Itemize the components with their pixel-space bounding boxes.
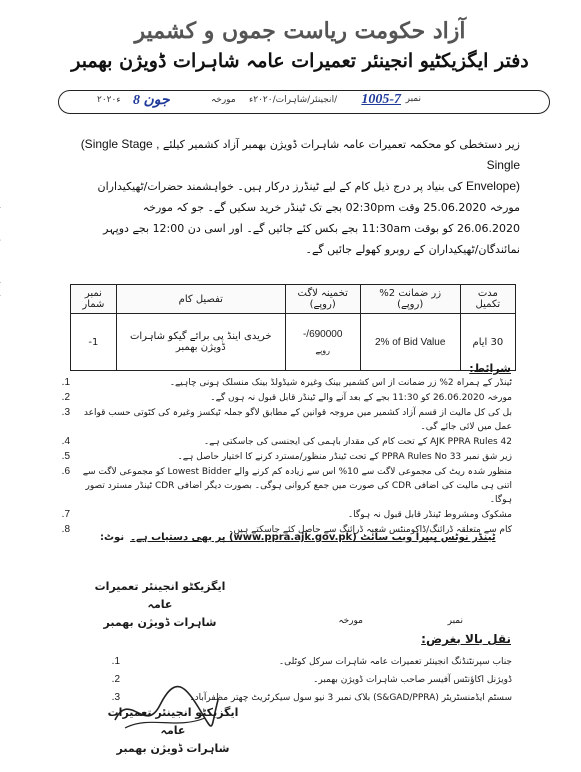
signature-block-1 <box>90 578 230 632</box>
note <box>100 532 520 543</box>
endorsement-title: نقل بالا بغرض: <box>421 632 511 646</box>
body-line-2 <box>60 176 520 197</box>
condition-number: 2. <box>61 392 70 403</box>
conditions-list <box>40 376 520 538</box>
dated-value: 8 جون <box>133 93 170 108</box>
endorsement-number: 3. <box>111 692 120 703</box>
condition-item <box>40 465 520 507</box>
condition-text: کام سے متعلقہ ڈرائنگ/ڈاکومنٹس شعبہ ڈرائنگ سے حاصل کئے جاسکتے ہیں۔ <box>228 525 512 535</box>
reference-box <box>58 90 550 114</box>
endorse-dated-label: مورخہ <box>338 616 363 626</box>
condition-number: 4. <box>61 436 70 447</box>
table-row <box>71 314 516 371</box>
note-text: ٹینڈر نوٹس پیپرا ویب سائٹ (www.ppra.ajk.gov.pk) پر بھی دستیاب ہے۔ <box>130 532 496 543</box>
row-period: 30 ایام <box>460 314 515 371</box>
signature-block-2 <box>98 704 248 758</box>
body-line-4: 26.06.2020 کو بوقت 11:30am بجے بکس کئے جائیں گے۔ اور اسی دن 12:00 بجے دوپہر <box>103 222 520 235</box>
conditions-title: شرائط: <box>469 362 511 375</box>
condition-number: 6. <box>61 466 70 477</box>
condition-item <box>40 450 520 464</box>
signature-office: شاہرات ڈویژن بھمبر <box>103 616 217 629</box>
header-period: مدت تکمیل <box>460 285 515 314</box>
header-description: تفصیل کام <box>116 285 285 314</box>
body-text-2: کی بنیاد پر درج ذیل کام کے لیے ٹینڈرز درکار ہیں۔ خواہشمند حضرات/ٹھیکیداران <box>97 180 463 193</box>
condition-text: بل کی کل مالیت از قسم آزاد کشمیر میں مروجہ قوانین کے مطابق لاگو جملہ ٹیکسز وغیرہ کی کٹوتی حسب قواعد عمل میں لائی جائے گی۔ <box>83 408 512 432</box>
endorse-number-label: نمبر <box>447 616 463 626</box>
government-title: آزاد حکومت ریاست جموں و کشمیر <box>134 18 466 44</box>
condition-text: زیر شق نمبر PPRA Rules No 33 کے تحت ٹینڈر منظور/مسترد کرنے کا اختیار حاصل ہے۔ <box>177 452 512 462</box>
endorsement-text: ڈویژنل اکاؤنٹس آفیسر صاحب شاہرات ڈویژن بھمبر۔ <box>313 675 512 685</box>
stamp-office: شاہرات ڈویژن بھمبر <box>116 742 230 755</box>
endorsement-number: 2. <box>111 674 120 685</box>
row-sno: 1- <box>71 314 117 371</box>
body-english-1: (Single Stage , Single <box>80 137 520 172</box>
signature-title: ایگزیکٹو انجینئر تعمیرات عامہ <box>94 580 226 611</box>
condition-item <box>40 508 520 522</box>
condition-text: ٹینڈر کے ہمراہ 2% زر ضمانت از اس کشمیر بینک وغیرہ شیڈولڈ بینک منسلک ہونی چاہیے۔ <box>169 378 512 388</box>
row-cost-unit: روپے <box>315 346 331 355</box>
endorsement-number: 1. <box>111 656 120 667</box>
body-line-1 <box>60 134 520 176</box>
header-sno: نمبر شمار <box>71 285 117 314</box>
condition-text: مشکوک ومشروط ٹینڈر قابل قبول نہ ہوگا۔ <box>347 510 512 520</box>
condition-number: 3. <box>61 407 70 418</box>
number-label: نمبر <box>405 94 421 104</box>
condition-number: 8. <box>61 524 70 535</box>
endorsement-text: جناب سپرنٹنڈنگ انجینئر تعمیرات عامہ شاہرات سرکل کوٹلی۔ <box>278 657 512 667</box>
condition-number: 5. <box>61 451 70 462</box>
row-cost <box>285 314 360 371</box>
row-description: خریدی اینڈ پی برائے گیکو شاہرات ڈویژن بھمبر <box>116 314 285 371</box>
department-ref: /انجینئر/شاہرات/۲۰۲۰ء <box>249 95 338 105</box>
condition-item <box>40 435 520 449</box>
note-label: نوٹ: <box>100 532 125 543</box>
header-security: زر ضمانت 2% (روپے) <box>360 285 460 314</box>
condition-item <box>40 376 520 390</box>
dated-label: مورخہ <box>211 95 236 105</box>
body-english-2: Envelope) <box>465 179 520 193</box>
condition-text: مورخہ 26.06.2020 کو 11:30 بجے کے بعد آنے والے ٹینڈر قابل قبول نہ ہوں گے۔ <box>210 393 512 403</box>
tender-table <box>70 284 516 371</box>
body-line-3: مورخہ 25.06.2020 وقت 02:30pm بجے تک ٹینڈر خرید سکیں گے۔ جو کہ مورخہ <box>142 201 520 214</box>
endorsement-item <box>90 655 520 669</box>
stamp-title: ایگزیکٹو انجینئر تعمیرات عامہ <box>107 706 239 737</box>
body-line-5: نمائندگان/ٹھیکیداران کے روبرو کھولے جائیں گے۔ <box>305 243 520 256</box>
condition-number: 7. <box>61 509 70 520</box>
body-text-1: زیر دستخطی کو محکمہ تعمیرات عامہ شاہرات ڈویژن بھمبر آزاد کشمیر کیلئے <box>162 138 520 151</box>
header-cost: تخمینہ لاگت (روپے) <box>285 285 360 314</box>
condition-item <box>40 391 520 405</box>
row-security: 2% of Bid Value <box>360 314 460 371</box>
table-header-row <box>71 285 516 314</box>
condition-text: AJK PPRA Rules 42 کے تحت کام کی مقدار باہمی کی ایجنسی کی جاسکتی ہے۔ <box>203 437 512 447</box>
reference-number: 1005-7 <box>361 92 401 107</box>
endorsement-text: سسٹم ایڈمنسٹریٹر (S&GAD/PPRA) بلاک نمبر 3 نیو سول سیکرٹریٹ چھتر مظفرآباد۔ <box>189 693 512 703</box>
row-cost-value: 690000/- <box>302 329 343 340</box>
form-code <box>0 206 1 297</box>
condition-text: منظور شدہ ریٹ کی مجموعی لاگت سے 10% اس سے زیادہ کم کرنے والے Lowest Bidder کو مجموعی لاگت سے اتنی ہی مالیت کی اضافی CDR کی صورت میں جمع کروانی ہوگی۔ بصورت دیگر اضافی CDR ٹینڈر مسترد تصور ہوگا۔ <box>82 467 512 505</box>
condition-number: 1. <box>61 377 70 388</box>
year: ۲۰۲۰ء <box>97 95 121 105</box>
condition-item <box>40 406 520 434</box>
office-title: دفتر ایگزیکٹیو انجینئر تعمیرات عامہ شاہرات ڈویژن بھمبر <box>71 50 529 72</box>
